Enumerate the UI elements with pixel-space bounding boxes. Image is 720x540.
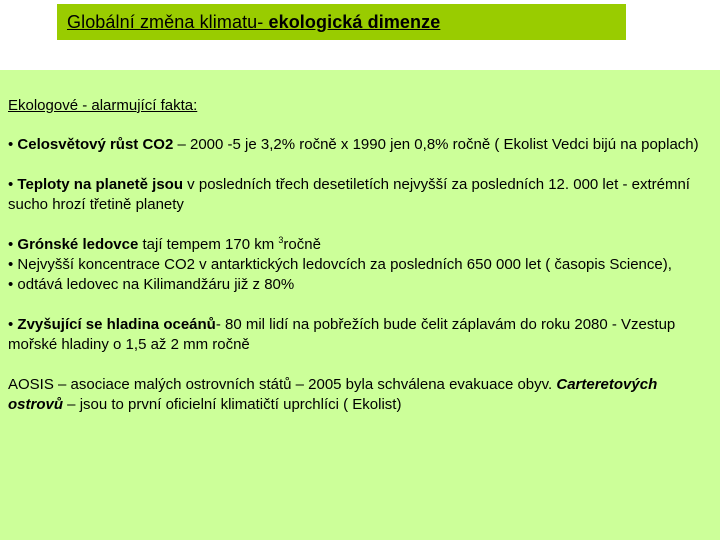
bullet: • xyxy=(8,136,18,153)
content-text xyxy=(8,96,712,415)
co2-growth-emphasis: Celosvětový růst CO2 xyxy=(17,136,174,153)
temperatures-text: v posledních třech desetiletích nejvyšší za posledních 12. 000 let - extrémní sucho hrozí třetině planety xyxy=(8,176,690,213)
aosis-tail: – jsou to první oficielní klimatičtí uprchlíci ( Ekolist) xyxy=(63,396,402,413)
sea-level-emphasis: Zvyšující se hladina oceánů xyxy=(17,316,216,333)
aosis-text: AOSIS – asociace malých ostrovních států – 2005 byla schválena evakuace obyv. xyxy=(8,376,557,393)
greenland-superscript: 3 xyxy=(278,235,284,245)
temperatures-emphasis: Teploty na planetě jsou xyxy=(17,176,184,193)
sea-level-text: - 80 mil lidí na pobřežích bude čelit záplavám do roku 2080 - Vzestup mořské hladiny o 1,5 až 2 mm ročně xyxy=(8,316,676,353)
paragraph-greenland xyxy=(8,235,712,255)
greenland-text: tají tempem 170 km xyxy=(138,236,279,253)
bullet: • xyxy=(8,176,18,193)
bullet: • xyxy=(8,316,18,333)
title-banner xyxy=(57,4,626,40)
bullet: • xyxy=(8,236,18,253)
paragraph-antarctic: • Nejvyšší koncentrace CO2 v antarktických ledovcích za posledních 650 000 let ( časopis Science), xyxy=(8,256,672,273)
greenland-tail: ročně xyxy=(283,236,321,253)
slide-title xyxy=(67,12,440,33)
paragraph-aosis xyxy=(8,375,712,415)
paragraph-temperatures xyxy=(8,175,712,215)
paragraph-co2-growth xyxy=(8,135,712,155)
greenland-emphasis: Grónské ledovce xyxy=(17,236,139,253)
title-prefix: Globální změna klimatu- xyxy=(67,12,269,32)
co2-growth-text: – 2000 -5 je 3,2% ročně x 1990 jen 0,8% ročně ( Ekolist Vedci bijú na poplach) xyxy=(173,136,699,153)
paragraph-kilimanjaro: • odtává ledovec na Kilimandžáru již z 80% xyxy=(8,276,295,293)
carteret-islands-emphasis: Carteretových ostrovů xyxy=(8,376,658,413)
title-emphasis: ekologická dimenze xyxy=(268,12,441,32)
paragraph-sea-level xyxy=(8,315,712,355)
facts-heading: Ekologové - alarmující fakta: xyxy=(8,97,198,114)
